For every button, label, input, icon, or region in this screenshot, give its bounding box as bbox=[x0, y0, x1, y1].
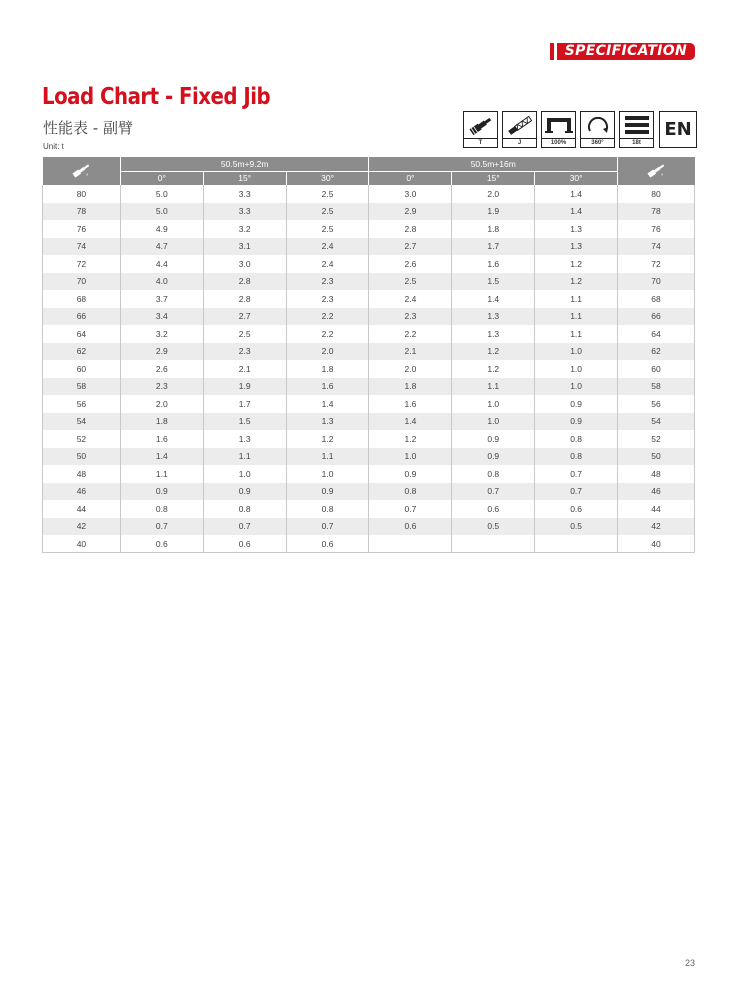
capacity-cell: 1.1 bbox=[120, 465, 203, 483]
capacity-cell: 1.9 bbox=[452, 203, 535, 221]
capacity-cell: 1.3 bbox=[452, 325, 535, 343]
radius-cell: 42 bbox=[43, 518, 121, 536]
page-title: Load Chart - Fixed Jib bbox=[42, 84, 271, 110]
capacity-cell: 4.9 bbox=[120, 220, 203, 238]
icon-label: 18t bbox=[620, 138, 653, 147]
capacity-cell: 3.1 bbox=[203, 238, 286, 256]
capacity-cell: 3.4 bbox=[120, 308, 203, 326]
radius-header-left bbox=[43, 157, 121, 185]
radius-cell: 54 bbox=[43, 413, 121, 431]
radius-cell: 74 bbox=[618, 238, 695, 256]
capacity-cell bbox=[452, 535, 535, 553]
angle-header: 15° bbox=[203, 171, 286, 185]
radius-cell: 72 bbox=[618, 255, 695, 273]
capacity-cell: 2.3 bbox=[120, 378, 203, 396]
capacity-cell: 1.8 bbox=[452, 220, 535, 238]
radius-cell: 52 bbox=[618, 430, 695, 448]
radius-cell: 54 bbox=[618, 413, 695, 431]
capacity-cell: 2.0 bbox=[120, 395, 203, 413]
capacity-cell: 2.6 bbox=[120, 360, 203, 378]
capacity-cell: 0.8 bbox=[452, 465, 535, 483]
radius-cell: 60 bbox=[43, 360, 121, 378]
table-row bbox=[43, 203, 695, 221]
capacity-cell: 1.2 bbox=[369, 430, 452, 448]
capacity-cell: 1.6 bbox=[120, 430, 203, 448]
capacity-cell: 1.3 bbox=[286, 413, 369, 431]
group-header: 50.5m+9.2m bbox=[120, 157, 369, 171]
capacity-cell: 2.5 bbox=[369, 273, 452, 291]
capacity-cell: 3.0 bbox=[369, 185, 452, 203]
radius-cell: 68 bbox=[618, 290, 695, 308]
capacity-cell: 4.7 bbox=[120, 238, 203, 256]
capacity-cell: 0.6 bbox=[369, 518, 452, 536]
capacity-cell: 2.0 bbox=[369, 360, 452, 378]
table-row bbox=[43, 360, 695, 378]
language-indicator: EN bbox=[659, 111, 697, 148]
capacity-cell: 1.0 bbox=[286, 465, 369, 483]
table-row bbox=[43, 255, 695, 273]
radius-cell: 70 bbox=[43, 273, 121, 291]
capacity-cell: 0.7 bbox=[120, 518, 203, 536]
page-subtitle: 性能表 - 副臂 bbox=[43, 119, 133, 137]
radius-cell: 52 bbox=[43, 430, 121, 448]
capacity-cell: 0.8 bbox=[203, 500, 286, 518]
capacity-cell bbox=[535, 535, 618, 553]
table-row bbox=[43, 185, 695, 203]
radius-cell: 80 bbox=[43, 185, 121, 203]
capacity-cell: 0.7 bbox=[286, 518, 369, 536]
counterweight-icon bbox=[623, 113, 651, 137]
capacity-cell: 1.6 bbox=[452, 255, 535, 273]
table-row bbox=[43, 430, 695, 448]
capacity-cell: 2.8 bbox=[369, 220, 452, 238]
table-row bbox=[43, 343, 695, 361]
capacity-cell: 2.0 bbox=[286, 343, 369, 361]
table-body bbox=[43, 185, 695, 553]
capacity-cell: 0.6 bbox=[203, 535, 286, 553]
capacity-cell: 0.7 bbox=[535, 483, 618, 501]
counterweight-icon-box bbox=[619, 111, 654, 148]
radius-cell: 68 bbox=[43, 290, 121, 308]
capacity-cell: 0.8 bbox=[286, 500, 369, 518]
capacity-cell: 1.3 bbox=[535, 220, 618, 238]
table-row bbox=[43, 465, 695, 483]
capacity-cell bbox=[369, 535, 452, 553]
radius-cell: 40 bbox=[43, 535, 121, 553]
capacity-cell: 2.3 bbox=[286, 290, 369, 308]
radius-cell: 64 bbox=[618, 325, 695, 343]
capacity-cell: 0.6 bbox=[286, 535, 369, 553]
capacity-cell: 5.0 bbox=[120, 203, 203, 221]
radius-cell: 46 bbox=[618, 483, 695, 501]
angle-header: 15° bbox=[452, 171, 535, 185]
capacity-cell: 1.1 bbox=[286, 448, 369, 466]
table-row bbox=[43, 483, 695, 501]
capacity-cell: 3.2 bbox=[120, 325, 203, 343]
table-row bbox=[43, 220, 695, 238]
table-row bbox=[43, 395, 695, 413]
capacity-cell: 2.1 bbox=[369, 343, 452, 361]
capacity-cell: 2.5 bbox=[286, 220, 369, 238]
capacity-cell: 2.4 bbox=[286, 255, 369, 273]
icon-label: J bbox=[503, 138, 536, 147]
capacity-cell: 2.3 bbox=[369, 308, 452, 326]
radius-cell: 64 bbox=[43, 325, 121, 343]
capacity-cell: 1.1 bbox=[452, 378, 535, 396]
radius-cell: 60 bbox=[618, 360, 695, 378]
capacity-cell: 1.2 bbox=[535, 273, 618, 291]
capacity-cell: 0.9 bbox=[369, 465, 452, 483]
capacity-cell: 1.5 bbox=[203, 413, 286, 431]
radius-cell: 40 bbox=[618, 535, 695, 553]
capacity-cell: 2.7 bbox=[203, 308, 286, 326]
capacity-cell: 0.7 bbox=[369, 500, 452, 518]
capacity-cell: 4.4 bbox=[120, 255, 203, 273]
table-row bbox=[43, 535, 695, 553]
radius-cell: 58 bbox=[618, 378, 695, 396]
section-badge bbox=[550, 43, 695, 60]
load-chart-table bbox=[42, 157, 695, 553]
rotation-icon-box bbox=[580, 111, 615, 148]
capacity-cell: 1.9 bbox=[203, 378, 286, 396]
icon-label: 360° bbox=[581, 138, 614, 147]
radius-cell: 50 bbox=[618, 448, 695, 466]
angle-header: 30° bbox=[286, 171, 369, 185]
angle-header: 0° bbox=[369, 171, 452, 185]
capacity-cell: 1.0 bbox=[369, 448, 452, 466]
capacity-cell: 1.0 bbox=[452, 413, 535, 431]
radius-cell: 62 bbox=[43, 343, 121, 361]
capacity-cell: 2.5 bbox=[286, 185, 369, 203]
capacity-cell: 2.2 bbox=[369, 325, 452, 343]
capacity-cell: 0.8 bbox=[535, 448, 618, 466]
radius-cell: 48 bbox=[43, 465, 121, 483]
capacity-cell: 2.1 bbox=[203, 360, 286, 378]
capacity-cell: 3.0 bbox=[203, 255, 286, 273]
capacity-cell: 1.3 bbox=[535, 238, 618, 256]
radius-cell: 72 bbox=[43, 255, 121, 273]
radius-cell: 56 bbox=[618, 395, 695, 413]
table-row bbox=[43, 238, 695, 256]
capacity-cell: 0.9 bbox=[535, 413, 618, 431]
capacity-cell: 2.5 bbox=[286, 203, 369, 221]
table-row bbox=[43, 325, 695, 343]
capacity-cell: 0.7 bbox=[452, 483, 535, 501]
angle-header: 30° bbox=[535, 171, 618, 185]
capacity-cell: 1.8 bbox=[286, 360, 369, 378]
radius-cell: 42 bbox=[618, 518, 695, 536]
capacity-cell: 0.6 bbox=[120, 535, 203, 553]
capacity-cell: 0.9 bbox=[535, 395, 618, 413]
capacity-cell: 1.3 bbox=[452, 308, 535, 326]
capacity-cell: 5.0 bbox=[120, 185, 203, 203]
capacity-cell: 4.0 bbox=[120, 273, 203, 291]
jib-icon-box bbox=[502, 111, 537, 148]
capacity-cell: 1.2 bbox=[286, 430, 369, 448]
capacity-cell: 2.4 bbox=[286, 238, 369, 256]
capacity-cell: 1.6 bbox=[369, 395, 452, 413]
capacity-cell: 1.1 bbox=[535, 325, 618, 343]
capacity-cell: 0.9 bbox=[452, 430, 535, 448]
capacity-cell: 1.4 bbox=[286, 395, 369, 413]
capacity-cell: 2.4 bbox=[369, 290, 452, 308]
capacity-cell: 2.9 bbox=[120, 343, 203, 361]
radius-cell: 74 bbox=[43, 238, 121, 256]
capacity-cell: 1.0 bbox=[203, 465, 286, 483]
capacity-cell: 2.2 bbox=[286, 325, 369, 343]
radius-cell: 66 bbox=[43, 308, 121, 326]
icon-label: 100% bbox=[542, 138, 575, 147]
table-row bbox=[43, 448, 695, 466]
capacity-cell: 0.8 bbox=[120, 500, 203, 518]
capacity-cell: 1.5 bbox=[452, 273, 535, 291]
radius-cell: 44 bbox=[618, 500, 695, 518]
capacity-cell: 3.2 bbox=[203, 220, 286, 238]
capacity-cell: 0.8 bbox=[535, 430, 618, 448]
capacity-cell: 0.7 bbox=[203, 518, 286, 536]
capacity-cell: 1.1 bbox=[535, 308, 618, 326]
capacity-cell: 0.9 bbox=[452, 448, 535, 466]
telescopic-boom-icon bbox=[467, 113, 495, 137]
boom-angle-icon bbox=[645, 161, 667, 179]
capacity-cell: 2.0 bbox=[452, 185, 535, 203]
unit-label: Unit: t bbox=[43, 142, 64, 151]
radius-cell: 56 bbox=[43, 395, 121, 413]
radius-cell: 70 bbox=[618, 273, 695, 291]
capacity-cell: 1.0 bbox=[452, 395, 535, 413]
svg-text:°: ° bbox=[661, 174, 664, 179]
config-icons bbox=[463, 111, 697, 148]
radius-cell: 46 bbox=[43, 483, 121, 501]
table-row bbox=[43, 518, 695, 536]
capacity-cell: 0.9 bbox=[203, 483, 286, 501]
capacity-cell: 1.2 bbox=[452, 360, 535, 378]
table-row bbox=[43, 500, 695, 518]
capacity-cell: 1.0 bbox=[535, 360, 618, 378]
capacity-cell: 2.5 bbox=[203, 325, 286, 343]
capacity-cell: 1.1 bbox=[203, 448, 286, 466]
capacity-cell: 1.2 bbox=[452, 343, 535, 361]
capacity-cell: 1.0 bbox=[535, 343, 618, 361]
telescopic-boom-icon-box bbox=[463, 111, 498, 148]
capacity-cell: 0.7 bbox=[535, 465, 618, 483]
capacity-cell: 0.6 bbox=[535, 500, 618, 518]
boom-angle-icon bbox=[70, 161, 92, 179]
capacity-cell: 0.5 bbox=[535, 518, 618, 536]
radius-cell: 78 bbox=[618, 203, 695, 221]
jib-icon bbox=[506, 113, 534, 137]
rotation-icon bbox=[584, 113, 612, 137]
capacity-cell: 0.9 bbox=[120, 483, 203, 501]
radius-cell: 50 bbox=[43, 448, 121, 466]
radius-cell: 80 bbox=[618, 185, 695, 203]
capacity-cell: 1.1 bbox=[535, 290, 618, 308]
capacity-cell: 2.8 bbox=[203, 290, 286, 308]
table-row bbox=[43, 413, 695, 431]
table-row bbox=[43, 378, 695, 396]
radius-cell: 62 bbox=[618, 343, 695, 361]
angle-header: 0° bbox=[120, 171, 203, 185]
capacity-cell: 1.3 bbox=[203, 430, 286, 448]
capacity-cell: 1.0 bbox=[535, 378, 618, 396]
table-row bbox=[43, 308, 695, 326]
badge-bar bbox=[550, 43, 554, 60]
capacity-cell: 3.3 bbox=[203, 185, 286, 203]
capacity-cell: 2.8 bbox=[203, 273, 286, 291]
radius-cell: 76 bbox=[618, 220, 695, 238]
page-number: 23 bbox=[684, 958, 695, 968]
capacity-cell: 1.7 bbox=[203, 395, 286, 413]
capacity-cell: 0.8 bbox=[369, 483, 452, 501]
svg-text:°: ° bbox=[86, 174, 89, 179]
capacity-cell: 1.4 bbox=[535, 203, 618, 221]
capacity-cell: 2.6 bbox=[369, 255, 452, 273]
radius-header-right bbox=[618, 157, 695, 185]
icon-label: T bbox=[464, 138, 497, 147]
capacity-cell: 3.3 bbox=[203, 203, 286, 221]
capacity-cell: 2.3 bbox=[203, 343, 286, 361]
group-header: 50.5m+16m bbox=[369, 157, 618, 171]
radius-cell: 44 bbox=[43, 500, 121, 518]
capacity-cell: 2.9 bbox=[369, 203, 452, 221]
capacity-cell: 0.9 bbox=[286, 483, 369, 501]
capacity-cell: 2.2 bbox=[286, 308, 369, 326]
radius-cell: 66 bbox=[618, 308, 695, 326]
capacity-cell: 1.4 bbox=[452, 290, 535, 308]
capacity-cell: 0.5 bbox=[452, 518, 535, 536]
radius-cell: 78 bbox=[43, 203, 121, 221]
capacity-cell: 1.2 bbox=[535, 255, 618, 273]
capacity-cell: 1.8 bbox=[369, 378, 452, 396]
capacity-cell: 1.4 bbox=[535, 185, 618, 203]
capacity-cell: 3.7 bbox=[120, 290, 203, 308]
radius-cell: 76 bbox=[43, 220, 121, 238]
capacity-cell: 1.6 bbox=[286, 378, 369, 396]
badge-label: SPECIFICATION bbox=[557, 43, 695, 60]
capacity-cell: 2.7 bbox=[369, 238, 452, 256]
capacity-cell: 1.7 bbox=[452, 238, 535, 256]
outrigger-icon bbox=[544, 114, 574, 136]
capacity-cell: 1.8 bbox=[120, 413, 203, 431]
table-row bbox=[43, 290, 695, 308]
capacity-cell: 2.3 bbox=[286, 273, 369, 291]
capacity-cell: 0.6 bbox=[452, 500, 535, 518]
outrigger-icon-box bbox=[541, 111, 576, 148]
table-row bbox=[43, 273, 695, 291]
radius-cell: 48 bbox=[618, 465, 695, 483]
capacity-cell: 1.4 bbox=[369, 413, 452, 431]
radius-cell: 58 bbox=[43, 378, 121, 396]
capacity-cell: 1.4 bbox=[120, 448, 203, 466]
